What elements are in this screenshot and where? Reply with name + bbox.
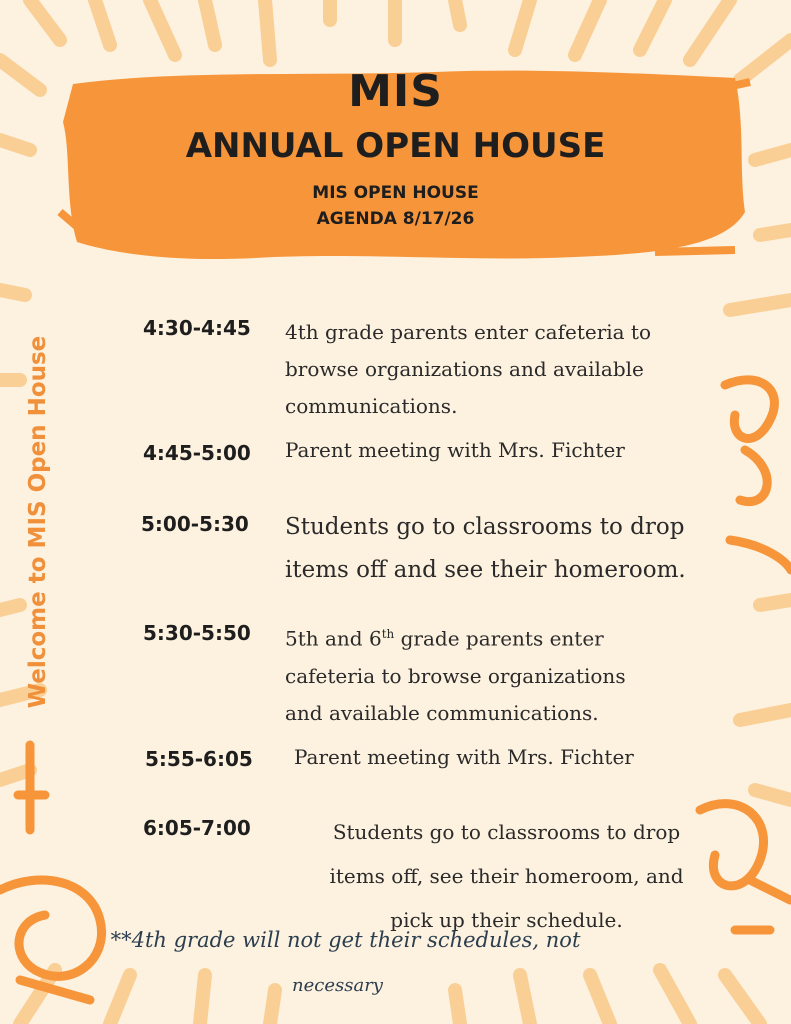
agenda-time: 4:30-4:45 <box>143 316 251 340</box>
page-subtitle: ANNUAL OPEN HOUSE <box>185 126 606 166</box>
agenda-line: Parent meeting with Mrs. Fichter <box>294 745 634 769</box>
agenda-time: 5:00-5:30 <box>141 512 249 536</box>
agenda-description <box>304 810 709 942</box>
agenda-description <box>285 438 625 462</box>
agenda-line: Parent meeting with Mrs. Fichter <box>285 438 625 462</box>
ordinal-suffix: th <box>381 627 395 641</box>
agenda-description <box>294 745 634 769</box>
agenda-time: 4:45-5:00 <box>143 441 251 465</box>
agenda-heading <box>0 180 791 232</box>
agenda-time: 5:30-5:50 <box>143 621 251 645</box>
agenda-description <box>285 616 626 732</box>
agenda-line: browse organizations and available <box>285 357 644 381</box>
footnote-line2: necessary <box>292 975 383 996</box>
agenda-heading-line1: MIS OPEN HOUSE <box>312 183 479 203</box>
agenda-description <box>285 314 651 425</box>
agenda-line <box>285 616 626 658</box>
agenda-line: 4th grade parents enter cafeteria to <box>285 320 652 344</box>
footnote-line1: **4th grade will not get their schedules, not <box>110 928 581 952</box>
agenda-line-suffix: grade parents enter <box>394 626 604 651</box>
agenda-description <box>285 506 686 592</box>
agenda-line: pick up their schedule. <box>390 908 623 932</box>
agenda-line: cafeteria to browse organizations <box>285 663 626 688</box>
agenda-line: Students go to classrooms to drop <box>285 514 685 540</box>
agenda-line-prefix: 5th and 6 <box>285 626 382 651</box>
agenda-time: 5:55-6:05 <box>145 747 253 771</box>
agenda-line: and available communications. <box>285 700 599 725</box>
page-title: MIS <box>348 66 443 117</box>
agenda-time: 6:05-7:00 <box>143 816 251 840</box>
agenda-line: Students go to classrooms to drop <box>332 820 681 844</box>
agenda-line: items off, see their homeroom, and <box>329 864 684 888</box>
agenda-heading-line2: AGENDA 8/17/26 <box>316 209 475 229</box>
agenda-line: communications. <box>285 394 458 418</box>
agenda-line: items off and see their homeroom. <box>285 557 686 583</box>
welcome-side-text: Welcome to MIS Open House <box>25 335 51 709</box>
